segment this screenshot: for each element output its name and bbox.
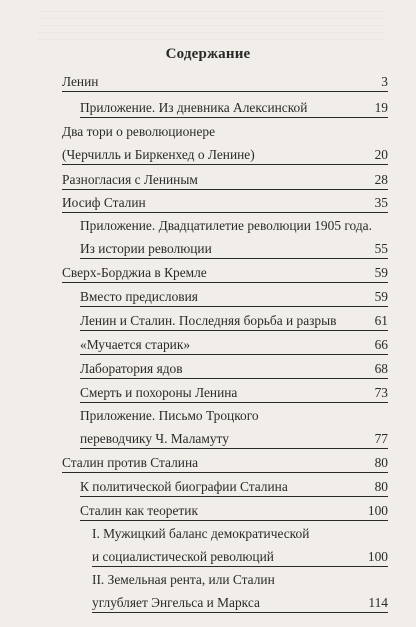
- toc-entry-page: 55: [374, 241, 388, 256]
- toc-entry-title: Смерть и похороны Ленина: [80, 385, 238, 400]
- toc-entry: [92, 569, 388, 589]
- toc-entry-page: 20: [374, 147, 388, 162]
- toc-entry-title: II. Земельная рента, или Сталин: [92, 572, 275, 587]
- toc-entry: [62, 121, 388, 141]
- toc-entry-page: 114: [368, 595, 388, 610]
- toc-entry: [80, 476, 388, 497]
- toc-entry-title: I. Мужицкий баланс демократической: [92, 526, 310, 541]
- toc-entry-page: 61: [374, 313, 388, 328]
- toc-entry: [80, 97, 388, 118]
- toc-entry-title: переводчику Ч. Маламуту: [80, 431, 229, 446]
- toc-entry-title: Ленин: [62, 74, 99, 89]
- toc-entry-title: Разногласия с Лениным: [62, 172, 198, 187]
- toc-entry-page: 28: [374, 172, 388, 187]
- toc-entry-title: углубляет Энгельса и Маркса: [92, 595, 260, 610]
- toc-entry: [62, 71, 388, 92]
- toc-entry-title: Вместо предисловия: [80, 289, 198, 304]
- toc-entry-title: Иосиф Сталин: [62, 195, 146, 210]
- toc-entry-title: Лаборатория ядов: [80, 361, 183, 376]
- toc-entry-title: и социалистической революций: [92, 549, 274, 564]
- toc-entry-title: «Мучается старик»: [80, 337, 191, 352]
- toc-entry-title: Два тори о революционере: [62, 124, 216, 139]
- toc-entry: [62, 262, 388, 283]
- toc-entry: [80, 238, 388, 259]
- toc-entry-page: 80: [374, 479, 388, 494]
- toc-entry: [62, 144, 388, 165]
- toc-entry: [80, 334, 388, 355]
- toc-entry-page: 59: [374, 265, 388, 280]
- toc-entry-title: Приложение. Письмо Троцкого: [80, 408, 259, 423]
- toc-entry: [80, 310, 388, 331]
- toc-entry-title: Сверх-Борджиа в Кремле: [62, 265, 207, 280]
- toc-entry: [80, 405, 388, 425]
- toc-entry: [92, 546, 388, 567]
- toc-entry: [62, 169, 388, 190]
- toc-entry: [62, 452, 388, 473]
- toc-entry: [80, 382, 388, 403]
- toc-entry: [80, 286, 388, 307]
- toc-entry-title: Сталин против Сталина: [62, 455, 199, 470]
- toc-entry-page: 66: [374, 337, 388, 352]
- toc-entry: [80, 500, 388, 521]
- toc-entry-page: 80: [374, 455, 388, 470]
- toc-entry-title: Приложение. Из дневника Алексинской: [80, 100, 308, 115]
- toc-entry-page: 68: [374, 361, 388, 376]
- toc-entry-title: К политической биографии Сталина: [80, 479, 288, 494]
- toc-entry: [92, 523, 388, 543]
- toc-entry: [62, 192, 388, 213]
- toc-entry-page: 100: [367, 549, 388, 564]
- toc-entry-page: 19: [374, 100, 388, 115]
- toc-entry-title: Из истории революции: [80, 241, 212, 256]
- toc-entry-page: 77: [374, 431, 388, 446]
- toc-entry-title: (Черчилль и Биркенхед о Ленине): [62, 147, 255, 162]
- toc-entry-title: Приложение. Двадцатилетие революции 1905 года.: [80, 218, 372, 233]
- toc-entry: [80, 215, 388, 235]
- toc-entry-page: 59: [374, 289, 388, 304]
- toc-entry-title: Ленин и Сталин. Последняя борьба и разрыв: [80, 313, 337, 328]
- toc-entry-page: 35: [374, 195, 388, 210]
- toc-entry-title: Сталин как теоретик: [80, 503, 198, 518]
- toc-entry: [92, 592, 388, 613]
- toc-entry: [80, 358, 388, 379]
- toc-entry-page: 73: [374, 385, 388, 400]
- toc-entry-page: 100: [367, 503, 388, 518]
- page-title: Содержание: [165, 46, 251, 62]
- toc-entry: [80, 428, 388, 449]
- bleed-through-text: [38, 10, 383, 40]
- toc-entry-page: 3: [381, 74, 388, 89]
